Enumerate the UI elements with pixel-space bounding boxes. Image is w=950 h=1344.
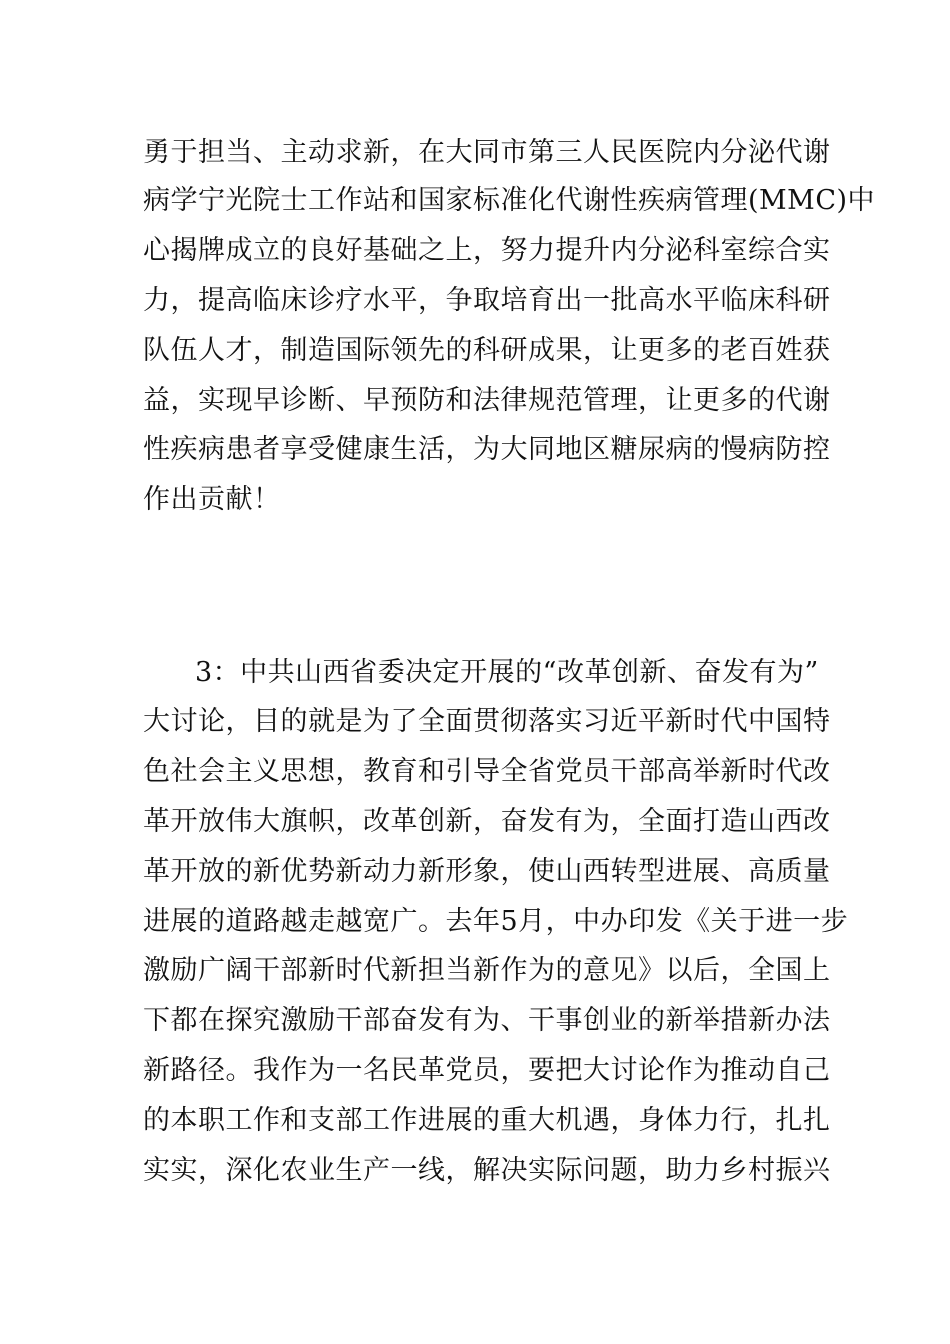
paragraph-1-line-4: 力，提高临床诊疗水平，争取培育出一批高水平临床科研 xyxy=(143,285,831,316)
paragraph-1-line-6: 益，实现早诊断、早预防和法律规范管理，让更多的代谢 xyxy=(143,385,831,416)
paragraph-1-line-2: 病学宁光院士工作站和国家标准化代谢性疾病管理(MMC)中 xyxy=(143,185,876,216)
paragraph-2-line-2: 大讨论，目的就是为了全面贯彻落实习近平新时代中国特 xyxy=(143,706,831,737)
paragraph-2-line-8: 下都在探究激励干部奋发有为、干事创业的新举措新办法 xyxy=(143,1005,831,1036)
paragraph-1-line-8: 作出贡献！ xyxy=(143,484,281,515)
paragraph-2-line-10: 的本职工作和支部工作进展的重大机遇，身体力行，扎扎 xyxy=(143,1105,831,1136)
paragraph-2-line-6: 进展的道路越走越宽广。去年5月，中办印发《关于进一步 xyxy=(143,906,849,937)
paragraph-2-line-5: 革开放的新优势新动力新形象，使山西转型进展、高质量 xyxy=(143,856,831,887)
paragraph-2-line-1: 3：中共山西省委决定开展的“改革创新、奋发有为” xyxy=(195,657,819,688)
paragraph-2-line-3: 色社会主义思想，教育和引导全省党员干部高举新时代改 xyxy=(143,756,831,787)
paragraph-2-line-9: 新路径。我作为一名民革党员，要把大讨论作为推动自己 xyxy=(143,1055,831,1086)
paragraph-2-line-4: 革开放伟大旗帜，改革创新，奋发有为，全面打造山西改 xyxy=(143,806,831,837)
paragraph-1-line-5: 队伍人才，制造国际领先的科研成果，让更多的老百姓获 xyxy=(143,335,831,366)
paragraph-2-line-11: 实实，深化农业生产一线，解决实际问题，助力乡村振兴 xyxy=(143,1155,831,1186)
paragraph-1-line-3: 心揭牌成立的良好基础之上，努力提升内分泌科室综合实 xyxy=(143,235,831,266)
paragraph-1-line-1: 勇于担当、主动求新，在大同市第三人民医院内分泌代谢 xyxy=(143,137,831,168)
paragraph-2-line-7: 激励广阔干部新时代新担当新作为的意见》以后，全国上 xyxy=(143,955,831,986)
paragraph-1-line-7: 性疾病患者享受健康生活，为大同地区糖尿病的慢病防控 xyxy=(143,434,831,465)
